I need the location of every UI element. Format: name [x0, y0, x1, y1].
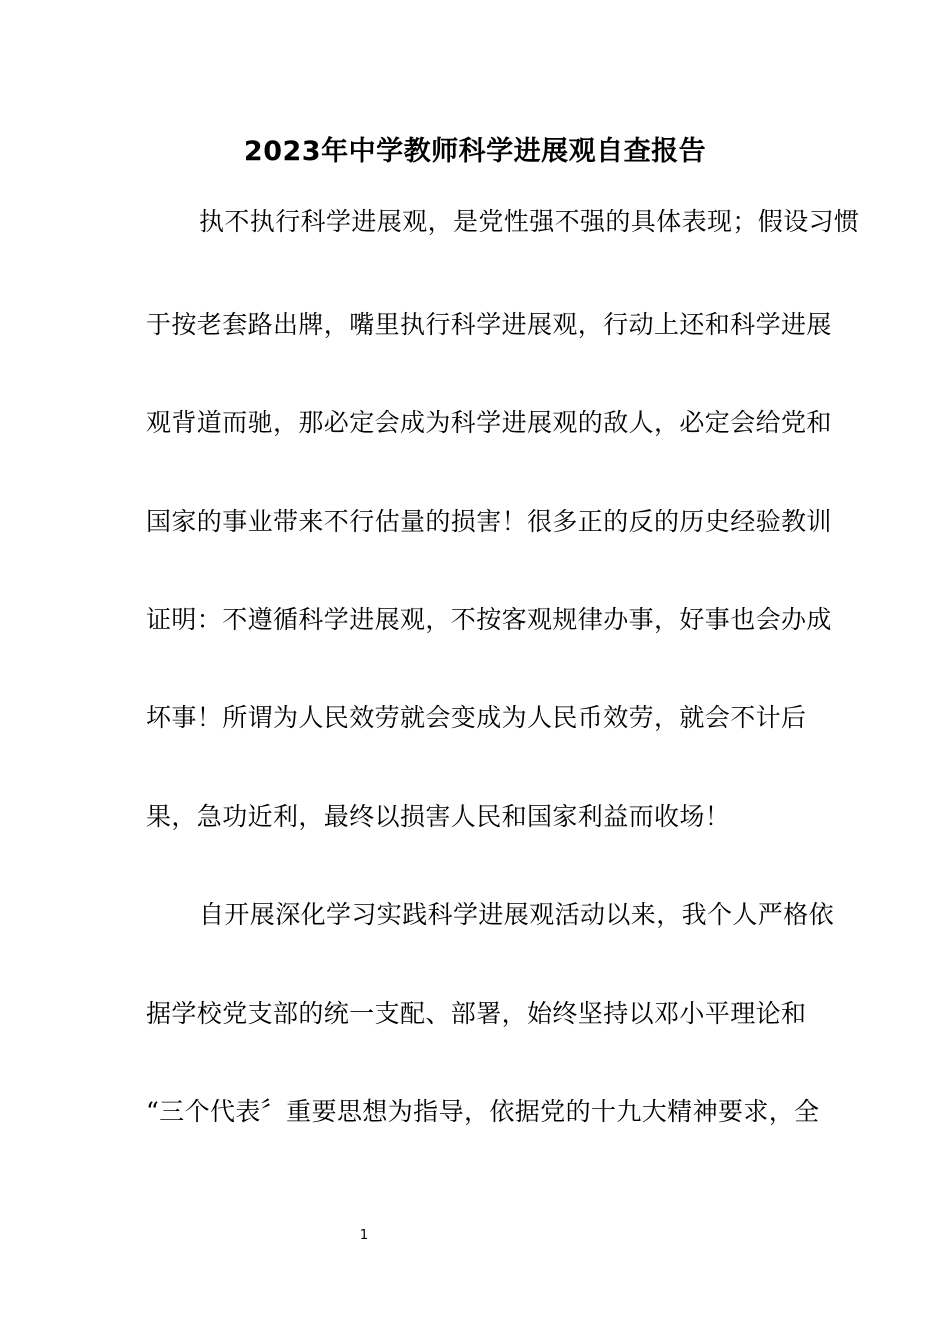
paragraph-line: 坏事！所谓为人民效劳就会变成为人民币效劳，就会不计后	[146, 703, 807, 732]
paragraph-line: 执不执行科学进展观，是党性强不强的具体表现；假设习惯	[199, 207, 860, 236]
paragraph-line: “三个代表〞重要思想为指导，依据党的十九大精神要求，全	[146, 1097, 820, 1126]
document-title: 2023年中学教师科学进展观自查报告	[243, 136, 707, 167]
paragraph-line: 证明：不遵循科学进展观，不按客观规律办事，好事也会办成	[146, 605, 832, 634]
paragraph-line: 观背道而驰，那必定会成为科学进展观的敌人，必定会给党和	[146, 408, 832, 437]
paragraph-line: 据学校党支部的统一支配、部署，始终坚持以邓小平理论和	[146, 999, 807, 1028]
paragraph-line: 自开展深化学习实践科学进展观活动以来，我个人严格依	[199, 900, 835, 929]
paragraph-line: 果，急功近利，最终以损害人民和国家利益而收场！	[146, 802, 731, 831]
paragraph-line: 国家的事业带来不行估量的损害！很多正的反的历史经验教训	[146, 507, 832, 536]
page-number: 1	[359, 1228, 369, 1243]
paragraph-line: 于按老套路出牌，嘴里执行科学进展观，行动上还和科学进展	[146, 310, 832, 339]
